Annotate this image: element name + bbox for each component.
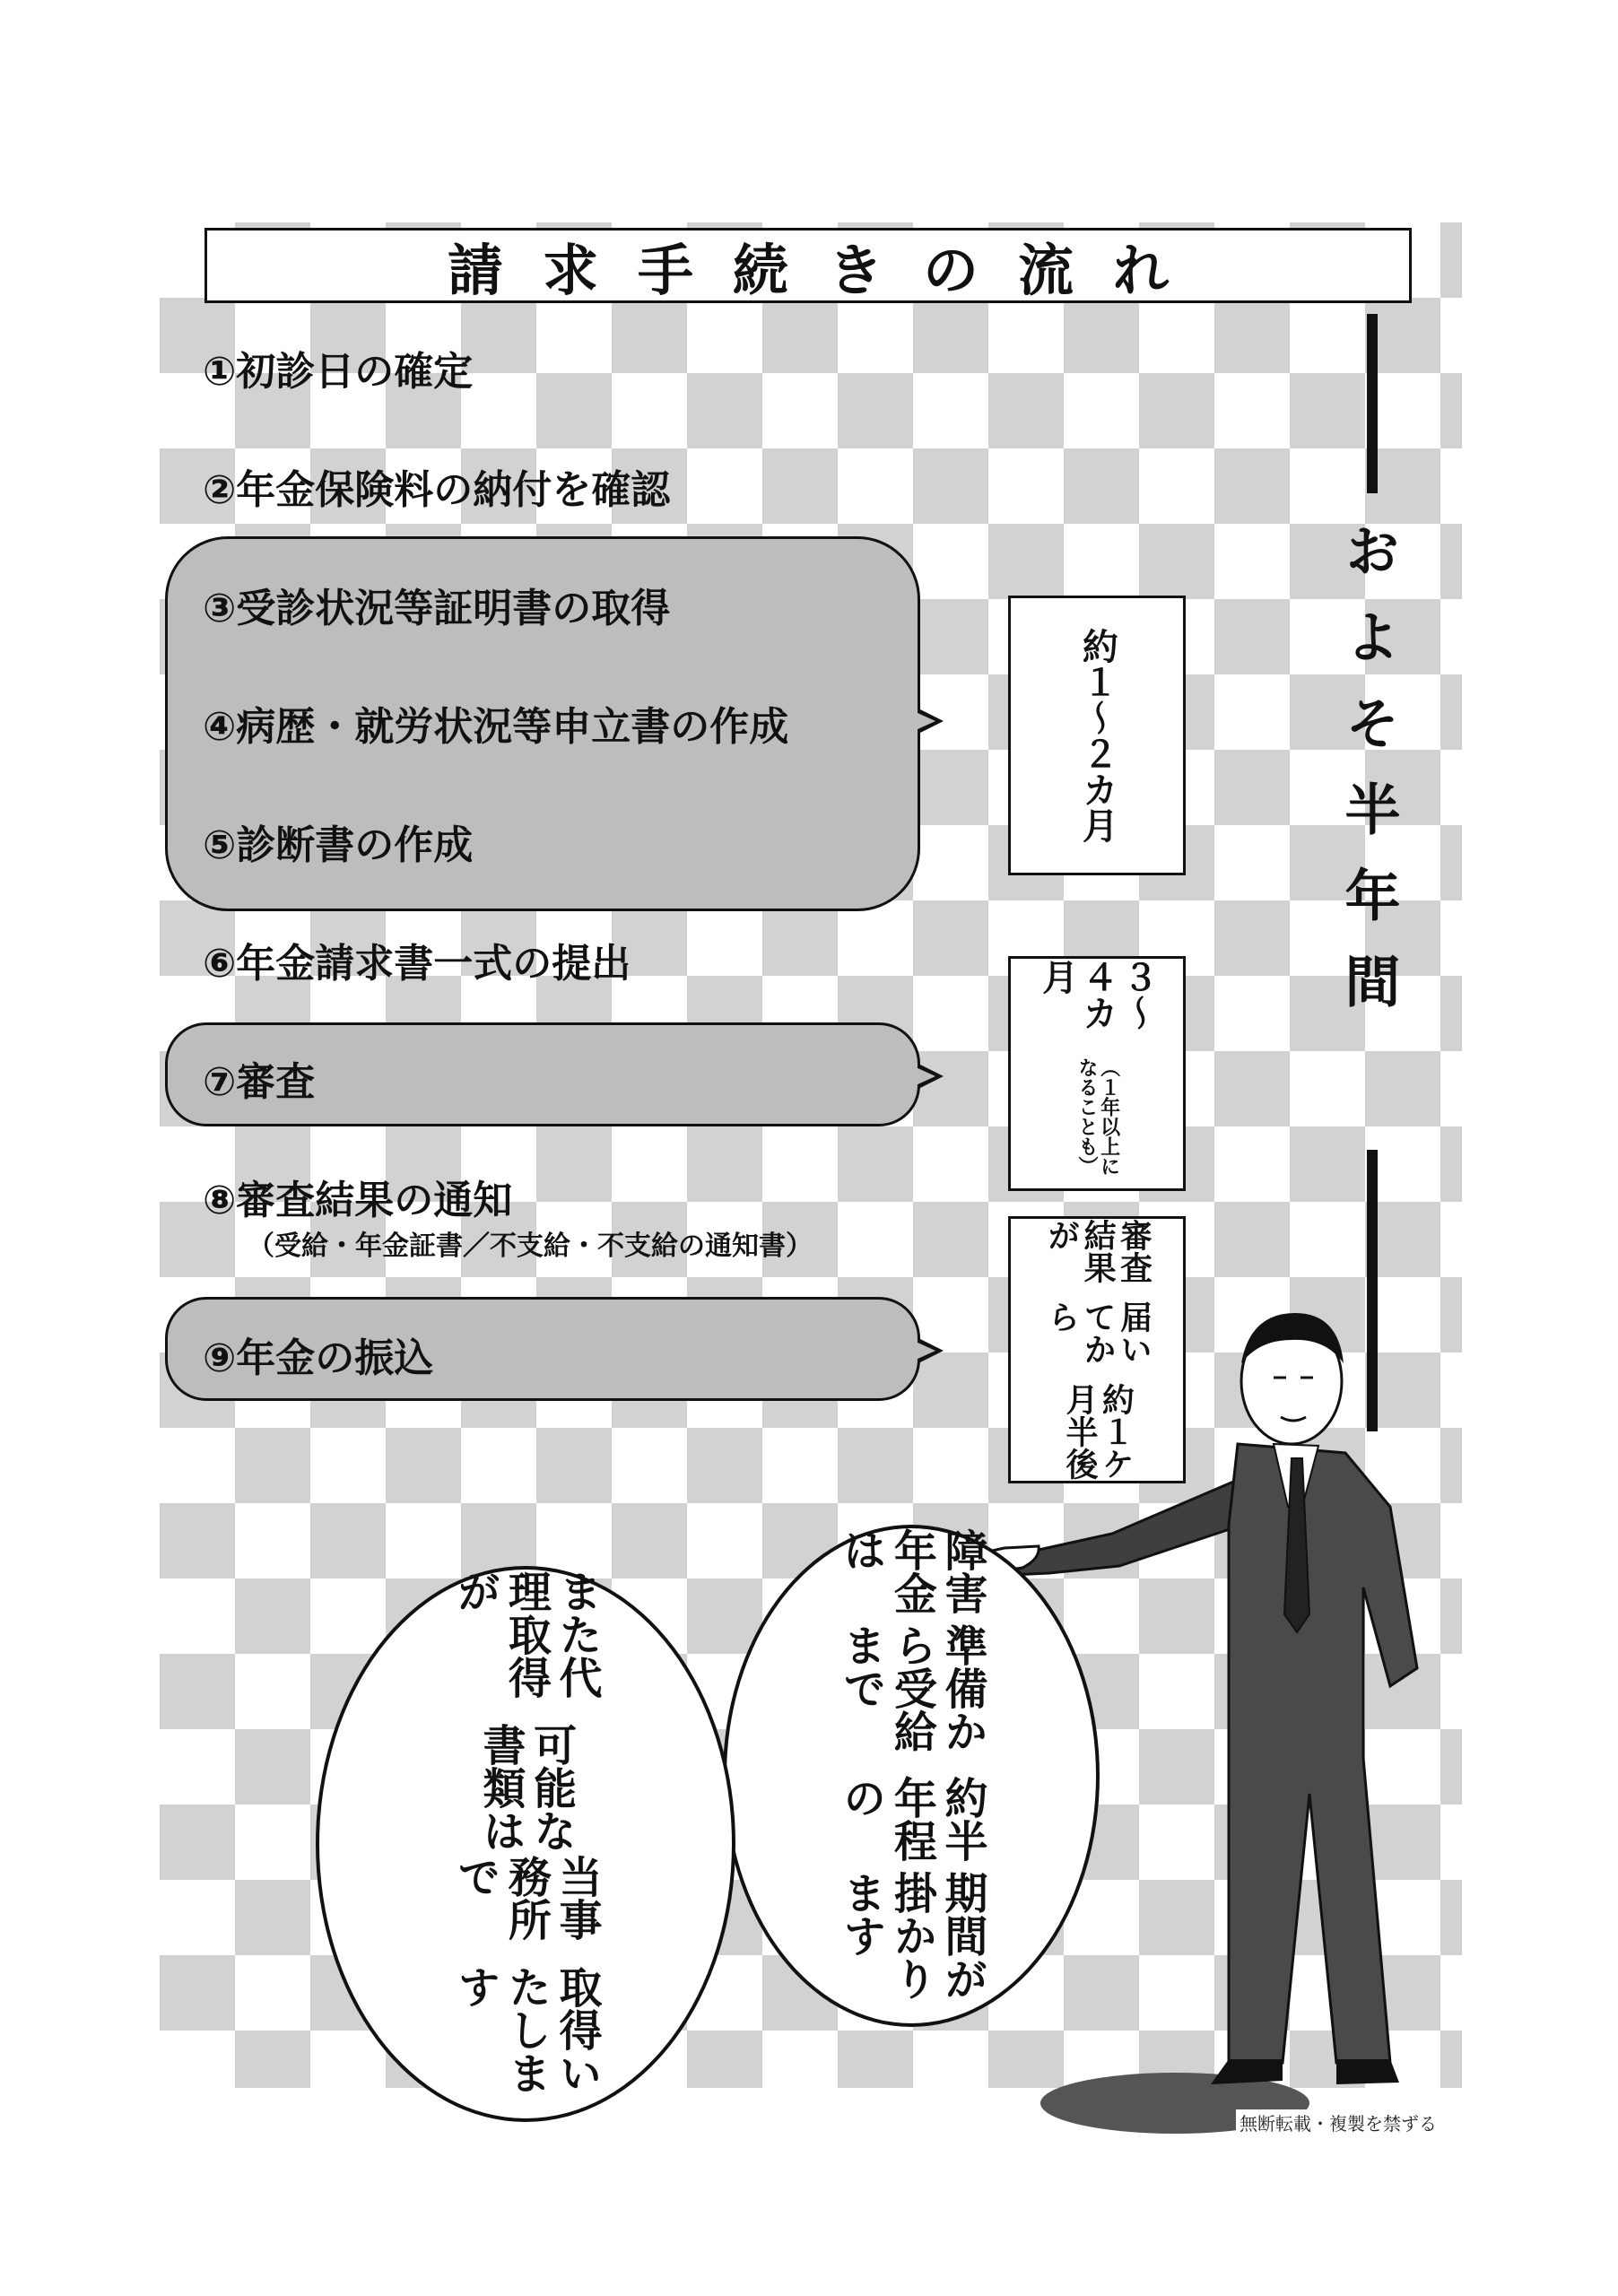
step-6: ⑥年金請求書一式の提出 xyxy=(203,941,631,987)
duration-1-text: 約１〜２カ月 xyxy=(1076,628,1118,843)
step-1: ①初診日の確定 xyxy=(203,349,474,395)
step-9: ⑨年金の振込 xyxy=(203,1335,434,1381)
step-5: ⑤診断書の作成 xyxy=(203,822,474,868)
step-7: ⑦審査 xyxy=(203,1059,316,1105)
duration-3-line3: 約１ケ月半後 xyxy=(1061,1382,1135,1480)
step-8: ⑧審査結果の通知 xyxy=(203,1178,513,1223)
bubble-right-line1: 障害年金は xyxy=(835,1528,987,1614)
page-title: 請求手続きの流れ xyxy=(204,228,1412,303)
bubble-right-line4: 期間が掛かります xyxy=(835,1871,987,2001)
bubble-right-line3: 約半年程の xyxy=(835,1776,987,1862)
duration-box-2 xyxy=(1008,956,1186,1191)
step-4: ④病歴・就労状況等申立書の作成 xyxy=(203,704,789,750)
total-bar-top xyxy=(1367,314,1378,493)
duration-2-note: （１年以上になることも） xyxy=(1075,1057,1120,1177)
speech-bubble-right xyxy=(723,1525,1100,2027)
total-period-label: およそ半年間 xyxy=(1335,522,1401,1039)
bubble-left-line4: 取得いたします xyxy=(449,1964,602,2094)
copyright-notice: 無断転載・複製を禁ずる xyxy=(1236,2109,1440,2135)
step-2: ②年金保険料の納付を確認 xyxy=(203,467,671,513)
duration-box-1 xyxy=(1008,596,1186,875)
speech-bubble-left xyxy=(316,1566,735,2122)
duration-3-line2: 届いてから xyxy=(1042,1300,1153,1366)
bubble-left-line2: 可能な書類は xyxy=(475,1723,577,1853)
step-3: ③受診状況等証明書の取得 xyxy=(203,586,671,631)
bubble-right-line2: 準備から受給まで xyxy=(835,1623,987,1753)
bubble-left-line1: また代理取得が xyxy=(449,1570,602,1699)
duration-2-text: ３〜４カ月 xyxy=(1036,959,1159,1031)
duration-3-line1: 審査結果が xyxy=(1042,1219,1153,1283)
bubble-left-line3: 当事務所で xyxy=(449,1855,602,1942)
step-8-note: （受給・年金証書／不支給・不支給の通知書） xyxy=(248,1231,813,1262)
